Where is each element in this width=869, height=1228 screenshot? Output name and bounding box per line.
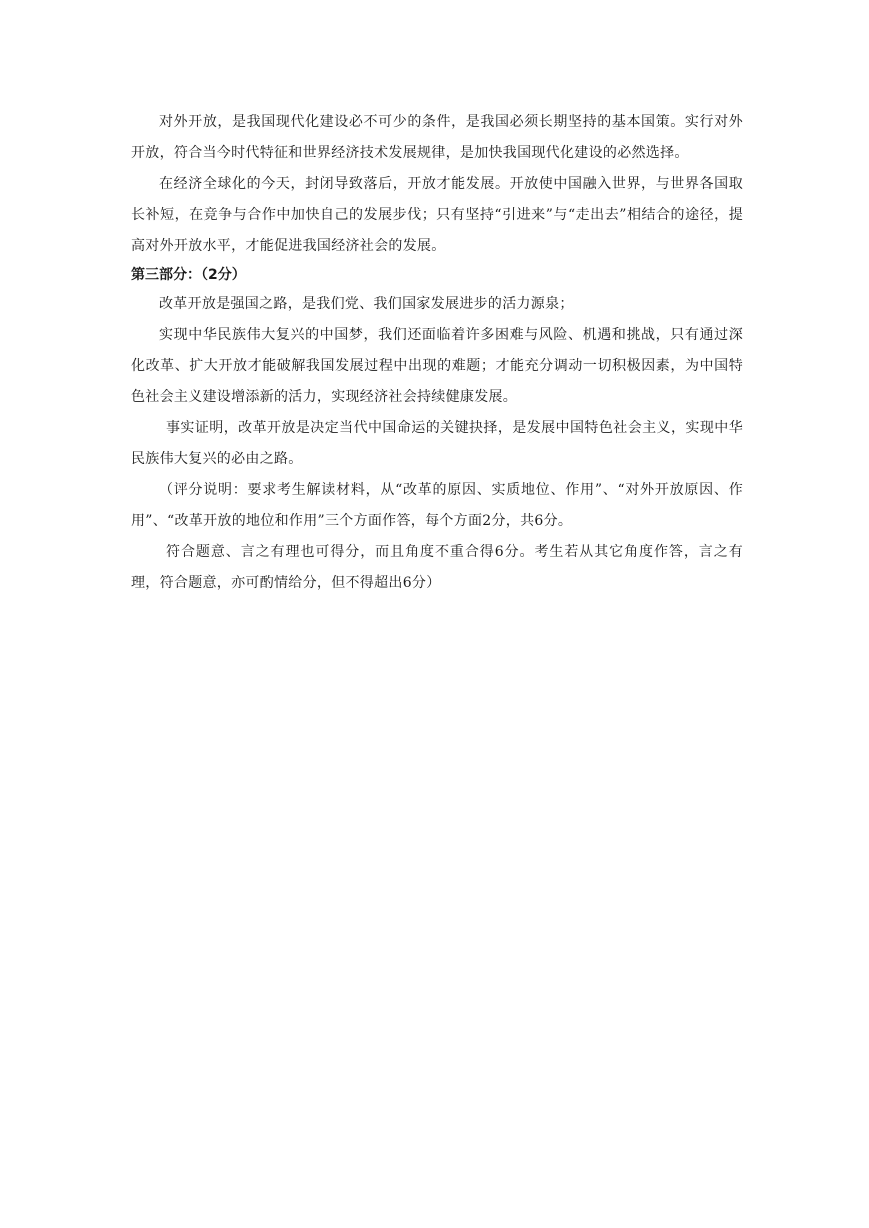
section-heading-part3: 第三部分：（2分） <box>131 267 246 283</box>
paragraph-scoring-notes: （评分说明：要求考生解读材料，从“改革的原因、实质地位、作用”、“对外开放原因、作用”、“改革开放的地位和作用”三个方面作答，每个方面2分，共6分。 <box>131 482 743 529</box>
paragraph-reform-road: 改革开放是强国之路，是我们党、我们国家发展进步的活力源泉； <box>159 296 574 312</box>
paragraph-globalization: 在经济全球化的今天，封闭导致落后，开放才能发展。开放使中国融入世界，与世界各国取长补短，在竞争与合作中加快自己的发展步伐；只有坚持“引进来”与“走出去”相结合的途径，提高对外开放水平，才能促进我国经济社会的发展。 <box>131 176 743 254</box>
paragraph-scoring-extra: 符合题意、言之有理也可得分，而且角度不重合得6分。考生若从其它角度作答，言之有理，符合题意，亦可酌情给分，但不得超出6分） <box>131 544 743 591</box>
document-page <box>131 107 743 599</box>
paragraph-chinese-dream: 实现中华民族伟大复兴的中国梦，我们还面临着许多困难与风险、机遇和挑战，只有通过深化改革、扩大开放才能破解我国发展过程中出现的难题；才能充分调动一切积极因素，为中国特色社会主义建设增添新的活力，实现经济社会持续健康发展。 <box>131 327 743 405</box>
paragraph-facts-prove: 事实证明，改革开放是决定当代中国命运的关键抉择，是发展中国特色社会主义，实现中华民族伟大复兴的必由之路。 <box>131 420 743 467</box>
paragraph-opening-up-policy: 对外开放，是我国现代化建设必不可少的条件，是我国必须长期坚持的基本国策。实行对外开放，符合当今时代特征和世界经济技术发展规律，是加快我国现代化建设的必然选择。 <box>131 114 743 161</box>
